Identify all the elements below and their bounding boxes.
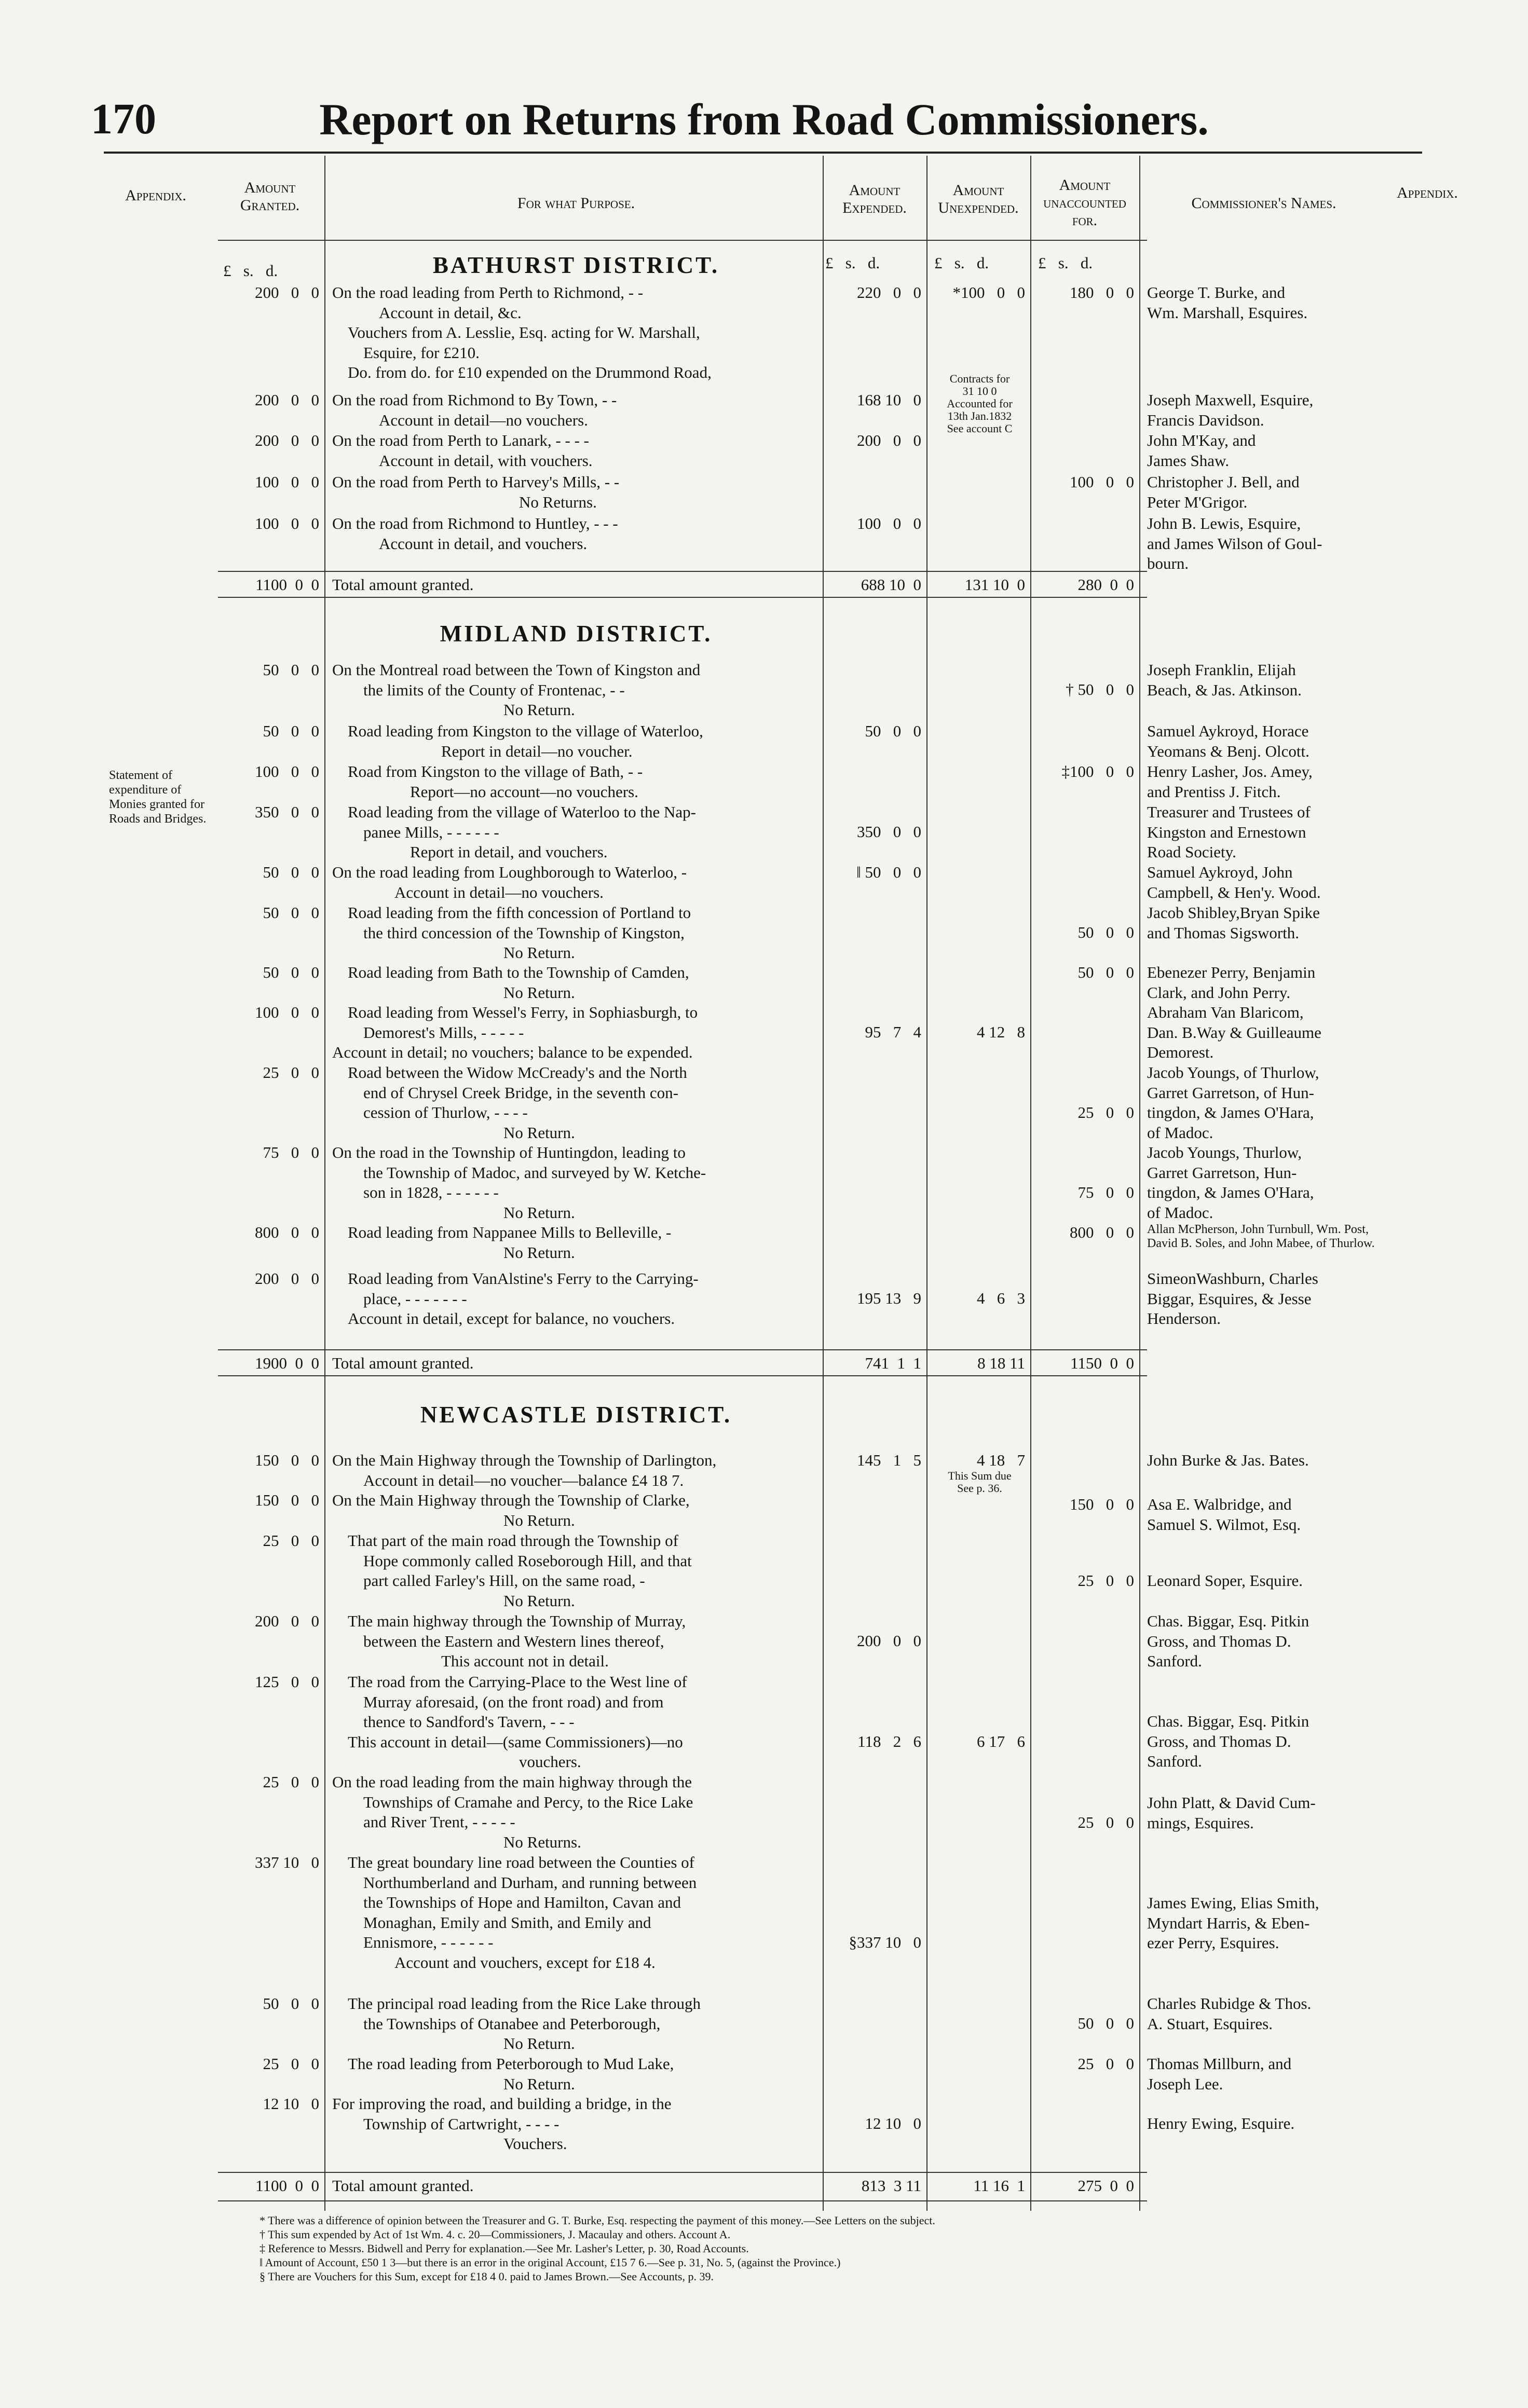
total-label: Total amount granted. <box>332 576 474 594</box>
row-unaccounted: 800 0 0 <box>1070 1223 1134 1241</box>
total-rule <box>218 571 1147 572</box>
row-commissioners: Jacob Youngs, of Thurlow, Garret Garretson, of Hun- tingdon, & James O'Hara, of Madoc. <box>1147 1063 1319 1142</box>
row-purpose: Road between the Widow McCready's and the North end of Chrysel Creek Bridge, in the seventh con- cession of Thurlow, - - - - No Return. <box>348 1063 687 1142</box>
col-amount-unaccounted: Amount unaccounted for. <box>1043 176 1126 229</box>
row-commissioners: Joseph Maxwell, Esquire, Francis Davidson. <box>1147 391 1314 429</box>
row-expended: 200 0 0 <box>857 431 921 449</box>
row-unaccounted: 180 0 0 <box>1070 283 1134 302</box>
row-expended: 145 1 5 <box>857 1451 921 1469</box>
col-divider <box>926 156 927 2211</box>
district-title: MIDLAND DISTRICT. <box>440 621 713 647</box>
row-purpose: On the road leading from the main highway through the Townships of Cramahe and Percy, to the Rice Lake and River Trent, - - - - - No Returns. <box>332 1773 693 1851</box>
row-commissioners: Samuel Aykroyd, Horace Yeomans & Benj. Olcott. <box>1147 722 1309 760</box>
total-label: Total amount granted. <box>332 2177 474 2195</box>
row-commissioners: Allan McPherson, John Turnbull, Wm. Post, David B. Soles, and John Mabee, of Thurlow. <box>1147 1223 1375 1250</box>
row-expended: 200 0 0 <box>857 1632 921 1650</box>
row-granted: 200 0 0 <box>255 391 319 409</box>
row-commissioners: John Burke & Jas. Bates. <box>1147 1451 1309 1469</box>
row-unaccounted: 25 0 0 <box>1077 1813 1134 1831</box>
row-commissioners: Christopher J. Bell, and Peter M'Grigor. <box>1147 473 1300 511</box>
row-unexpended: 4 18 7 <box>977 1451 1025 1469</box>
row-unaccounted: 100 0 0 <box>1070 473 1134 491</box>
row-granted: 25 0 0 <box>263 1063 319 1082</box>
row-purpose: Road leading from Bath to the Township of Camden, No Return. <box>348 963 689 1002</box>
row-commissioners: John Platt, & David Cum- mings, Esquires. <box>1147 1794 1316 1832</box>
row-purpose: Road leading from Kingston to the village of Waterloo, Report in detail—no voucher. <box>348 722 703 760</box>
row-granted: 125 0 0 <box>255 1673 319 1691</box>
row-unexpended: 6 17 6 <box>977 1732 1025 1750</box>
row-commissioners: Leonard Soper, Esquire. <box>1147 1571 1303 1590</box>
header-rule <box>104 152 1422 154</box>
row-commissioners: Jacob Youngs, Thurlow, Garret Garretson, Hun- tingdon, & James O'Hara, of Madoc. <box>1147 1143 1314 1222</box>
row-expended: 118 2 6 <box>857 1732 921 1750</box>
row-granted: 50 0 0 <box>263 661 319 679</box>
row-granted: 200 0 0 <box>255 431 319 449</box>
row-purpose: Road leading from the village of Waterloo to the Nap- panee Mills, - - - - - - Report in detail, and vouchers. <box>348 803 696 861</box>
row-commissioners: Henry Lasher, Jos. Amey, and Prentiss J. Fitch. <box>1147 762 1313 801</box>
row-commissioners: Chas. Biggar, Esq. Pitkin Gross, and Thomas D. Sanford. <box>1147 1612 1309 1670</box>
row-purpose: The principal road leading from the Rice Lake through the Townships of Otanabee and Peterborough, No Return. <box>348 1994 701 2053</box>
row-commissioners: John B. Lewis, Esquire, and James Wilson of Goul- bourn. <box>1147 514 1322 572</box>
row-granted: 350 0 0 <box>255 803 319 821</box>
row-granted: 50 0 0 <box>263 1994 319 2013</box>
row-granted: 100 0 0 <box>255 1003 319 1021</box>
total-rule <box>218 1349 1147 1350</box>
row-granted: 75 0 0 <box>263 1143 319 1161</box>
row-granted: 200 0 0 <box>255 1269 319 1288</box>
row-expended: 95 7 4 <box>865 1023 921 1041</box>
row-commissioners: Jacob Shibley,Bryan Spike and Thomas Sigsworth. <box>1147 904 1320 942</box>
row-unaccounted: 25 0 0 <box>1077 2055 1134 2073</box>
col-divider <box>1030 156 1031 2211</box>
row-commissioners: Asa E. Walbridge, and Samuel S. Wilmot, Esq. <box>1147 1495 1301 1534</box>
row-purpose: Road leading from the fifth concession of Portland to the third concession of the Township of Kingston, No Return. <box>348 904 691 962</box>
row-granted: 25 0 0 <box>263 1773 319 1791</box>
currency-header: £ s. d. <box>934 254 989 272</box>
total-unaccounted: 1150 0 0 <box>1070 1354 1134 1372</box>
total-granted: 1100 0 0 <box>255 576 319 594</box>
col-purpose: For what Purpose. <box>517 195 635 212</box>
total-rule-bottom <box>218 1375 1147 1376</box>
row-unaccounted: 75 0 0 <box>1077 1183 1134 1201</box>
row-unaccounted: ‡100 0 0 <box>1061 762 1134 781</box>
row-expended: §337 10 0 <box>849 1933 921 1951</box>
page-number: 170 <box>91 95 156 143</box>
row-granted: 50 0 0 <box>263 904 319 922</box>
row-granted: 200 0 0 <box>255 283 319 302</box>
row-commissioners: SimeonWashburn, Charles Biggar, Esquires, & Jesse Henderson. <box>1147 1269 1318 1328</box>
total-expended: 688 10 0 <box>861 576 921 594</box>
row-unexpended: 4 12 8 <box>977 1023 1025 1041</box>
row-commissioners: Joseph Franklin, Elijah Beach, & Jas. Atkinson. <box>1147 661 1302 699</box>
col-commissioners: Commissioner's Names. <box>1191 195 1336 212</box>
col-appendix-right: Appendix. <box>1397 184 1458 201</box>
row-purpose: The main highway through the Township of Murray, between the Eastern and Western lines thereof, This account not in detail. <box>348 1612 686 1670</box>
row-expended: 350 0 0 <box>857 823 921 841</box>
row-commissioners: Charles Rubidge & Thos. A. Stuart, Esquires. <box>1147 1994 1312 2033</box>
col-appendix-left: Appendix. <box>125 187 186 204</box>
row-commissioners: Samuel Aykroyd, John Campbell, & Hen'y. Wood. <box>1147 863 1321 901</box>
row-granted: 100 0 0 <box>255 762 319 781</box>
row-granted: 100 0 0 <box>255 514 319 532</box>
row-purpose: On the road from Perth to Harvey's Mills, - - No Returns. <box>332 473 620 511</box>
row-expended: 168 10 0 <box>857 391 921 409</box>
row-commissioners: Abraham Van Blaricom, Dan. B.Way & Guilleaume Demorest. <box>1147 1003 1321 1061</box>
row-unexpended: *100 0 0 <box>952 283 1025 302</box>
row-purpose: For improving the road, and building a bridge, in the Township of Cartwright, - - - - Vouchers. <box>332 2095 672 2153</box>
row-granted: 100 0 0 <box>255 473 319 491</box>
row-commissioners: Ebenezer Perry, Benjamin Clark, and John Perry. <box>1147 963 1316 1002</box>
row-commissioners: Thomas Millburn, and Joseph Lee. <box>1147 2055 1292 2093</box>
row-purpose: Road leading from Wessel's Ferry, in Sophiasburgh, to Demorest's Mills, - - - - - Account in detail; no vouchers; balance to be expended. <box>332 1003 698 1061</box>
row-granted: 800 0 0 <box>255 1223 319 1241</box>
row-unaccounted: 50 0 0 <box>1077 963 1134 981</box>
row-granted: 50 0 0 <box>263 863 319 881</box>
row-purpose: On the road leading from Loughborough to Waterloo, - Account in detail—no vouchers. <box>332 863 687 901</box>
page-title: Report on Returns from Road Commissioners. <box>319 94 1209 144</box>
footnote: * There was a difference of opinion between the Treasurer and G. T. Burke, Esq. respecting the payment of this money.—See Letters on the subject. <box>260 2214 935 2227</box>
row-commissioners: Treasurer and Trustees of Kingston and Ernestown Road Society. <box>1147 803 1311 861</box>
footnotes <box>260 2213 1401 2283</box>
row-purpose: Road from Kingston to the village of Bath, - - Report—no account—no vouchers. <box>348 762 643 801</box>
row-granted: 50 0 0 <box>263 722 319 740</box>
row-commissioners: James Ewing, Elias Smith, Myndart Harris, & Eben- ezer Perry, Esquires. <box>1147 1894 1319 1952</box>
total-expended: 813 3 11 <box>861 2177 921 2195</box>
row-purpose: The road from the Carrying-Place to the West line of Murray aforesaid, (on the front road) and from thence to Sandford's Tavern, - - - This account in detail—(same Commissioners)—no vouchers. <box>348 1673 687 1771</box>
row-granted: 150 0 0 <box>255 1451 319 1469</box>
row-purpose: Road leading from Nappanee Mills to Belleville, - No Return. <box>348 1223 672 1262</box>
header-bottom-rule <box>218 240 1147 241</box>
col-amount-granted: Amount Granted. <box>240 179 300 214</box>
total-granted: 1900 0 0 <box>255 1354 319 1372</box>
row-commissioners: Chas. Biggar, Esq. Pitkin Gross, and Thomas D. Sanford. <box>1147 1712 1309 1770</box>
footnote: ‖ Amount of Account, £50 1 3—but there is an error in the original Account, £15 7 6.—See p. 31, No. 5, (against the Province.) <box>260 2256 841 2269</box>
col-amount-unexpended: Amount Unexpended. <box>938 182 1019 216</box>
row-purpose: On the road from Richmond to Huntley, - - - Account in detail, and vouchers. <box>332 514 618 553</box>
row-purpose: On the Montreal road between the Town of Kingston and the limits of the County of Frontenac, - - No Return. <box>332 661 701 719</box>
row-expended: 50 0 0 <box>865 722 921 740</box>
row-unaccounted: 150 0 0 <box>1070 1495 1134 1513</box>
col-amount-expended: Amount Expended. <box>842 182 907 216</box>
col-divider <box>1139 156 1140 2211</box>
row-commissioners: Henry Ewing, Esquire. <box>1147 2114 1295 2132</box>
row-purpose: On the road leading from Perth to Richmond, - - Account in detail, &c. Vouchers from A. Lesslie, Esq. acting for W. Marshall, Esquire, for £210. Do. from do. for £10 expended on the Drummond Road, <box>332 283 712 381</box>
total-unaccounted: 280 0 0 <box>1077 576 1134 594</box>
row-expended: ‖ 50 0 0 <box>856 863 921 881</box>
row-purpose: On the road from Perth to Lanark, - - - - Account in detail, with vouchers. <box>332 431 593 470</box>
row-purpose: The great boundary line road between the Counties of Northumberland and Durham, and running between the Townships of Hope and Hamilton, Cavan and Monaghan, Emily and Smith, and Emily and Ennismore, - - - - - - Account and vouchers, except for £18 4. <box>348 1853 697 1972</box>
row-purpose: That part of the main road through the Township of Hope commonly called Roseborough Hill, and that part called Farley's Hill, on the same road, - No Return. <box>348 1531 692 1610</box>
row-purpose: The road leading from Peterborough to Mud Lake, No Return. <box>348 2055 674 2093</box>
appendix-side-note: Statement of expenditure of Monies granted for Roads and Bridges. <box>109 769 207 826</box>
total-rule-bottom <box>218 2200 1147 2201</box>
total-unexpended: 11 16 1 <box>973 2177 1025 2195</box>
row-granted: 150 0 0 <box>255 1491 319 1509</box>
row-expended: 100 0 0 <box>857 514 921 532</box>
district-title: BATHURST DISTRICT. <box>432 252 720 278</box>
total-unaccounted: 275 0 0 <box>1077 2177 1134 2195</box>
footnote: † This sum expended by Act of 1st Wm. 4. c. 20—Commissioners, J. Macaulay and others. Account A. <box>260 2228 731 2241</box>
row-granted: 200 0 0 <box>255 1612 319 1630</box>
row-granted: 50 0 0 <box>263 963 319 981</box>
row-purpose: On the Main Highway through the Township of Darlington, Account in detail—no voucher—balance £4 18 7. <box>332 1451 717 1489</box>
row-unexpended-note: This Sum due See p. 36. <box>948 1469 1012 1495</box>
row-expended: 12 10 0 <box>865 2114 921 2132</box>
col-divider <box>324 156 325 2211</box>
row-unaccounted: 50 0 0 <box>1077 923 1134 941</box>
row-unexpended-note: Contracts for 31 10 0 Accounted for 13th Jan.1832 See account C <box>947 372 1013 435</box>
row-unaccounted: † 50 0 0 <box>1066 680 1134 699</box>
row-granted: 337 10 0 <box>255 1853 319 1871</box>
row-unexpended: 4 6 3 <box>977 1289 1025 1307</box>
currency-header: £ s. d. <box>1038 254 1093 272</box>
row-unaccounted: 25 0 0 <box>1077 1571 1134 1590</box>
total-expended: 741 1 1 <box>865 1354 921 1372</box>
total-unexpended: 131 10 0 <box>964 576 1025 594</box>
row-granted: 25 0 0 <box>263 1531 319 1550</box>
district-title: NEWCASTLE DISTRICT. <box>420 1402 732 1428</box>
row-granted: 25 0 0 <box>263 2055 319 2073</box>
col-divider <box>823 156 824 2211</box>
row-expended: 220 0 0 <box>857 283 921 302</box>
total-granted: 1100 0 0 <box>255 2177 319 2195</box>
currency-header: £ s. d. <box>223 262 278 280</box>
footnote: ‡ Reference to Messrs. Bidwell and Perry for explanation.—See Mr. Lasher's Letter, p. 30, Road Accounts. <box>260 2242 749 2255</box>
row-purpose: On the road from Richmond to By Town, - - Account in detail—no vouchers. <box>332 391 617 429</box>
row-commissioners: George T. Burke, and Wm. Marshall, Esquires. <box>1147 283 1308 322</box>
total-rule <box>218 2172 1147 2173</box>
row-expended: 195 13 9 <box>857 1289 921 1307</box>
currency-header: £ s. d. <box>825 254 880 272</box>
row-unaccounted: 25 0 0 <box>1077 1103 1134 1121</box>
total-rule-bottom <box>218 597 1147 598</box>
row-purpose: On the Main Highway through the Township of Clarke, No Return. <box>332 1491 690 1529</box>
row-unaccounted: 50 0 0 <box>1077 2014 1134 2032</box>
total-label: Total amount granted. <box>332 1354 474 1372</box>
footnote: § There are Vouchers for this Sum, except for £18 4 0. paid to James Brown.—See Accounts, p. 39. <box>260 2270 714 2283</box>
row-commissioners: John M'Kay, and James Shaw. <box>1147 431 1256 470</box>
row-granted: 12 10 0 <box>263 2095 319 2113</box>
row-purpose: On the road in the Township of Huntingdon, leading to the Township of Madoc, and surveyed by W. Ketche- son in 1828, - - - - - - No Return. <box>332 1143 706 1222</box>
row-purpose: Road leading from VanAlstine's Ferry to the Carrying- place, - - - - - - - Account in detail, except for balance, no vouchers. <box>348 1269 699 1328</box>
total-unexpended: 8 18 11 <box>977 1354 1025 1372</box>
